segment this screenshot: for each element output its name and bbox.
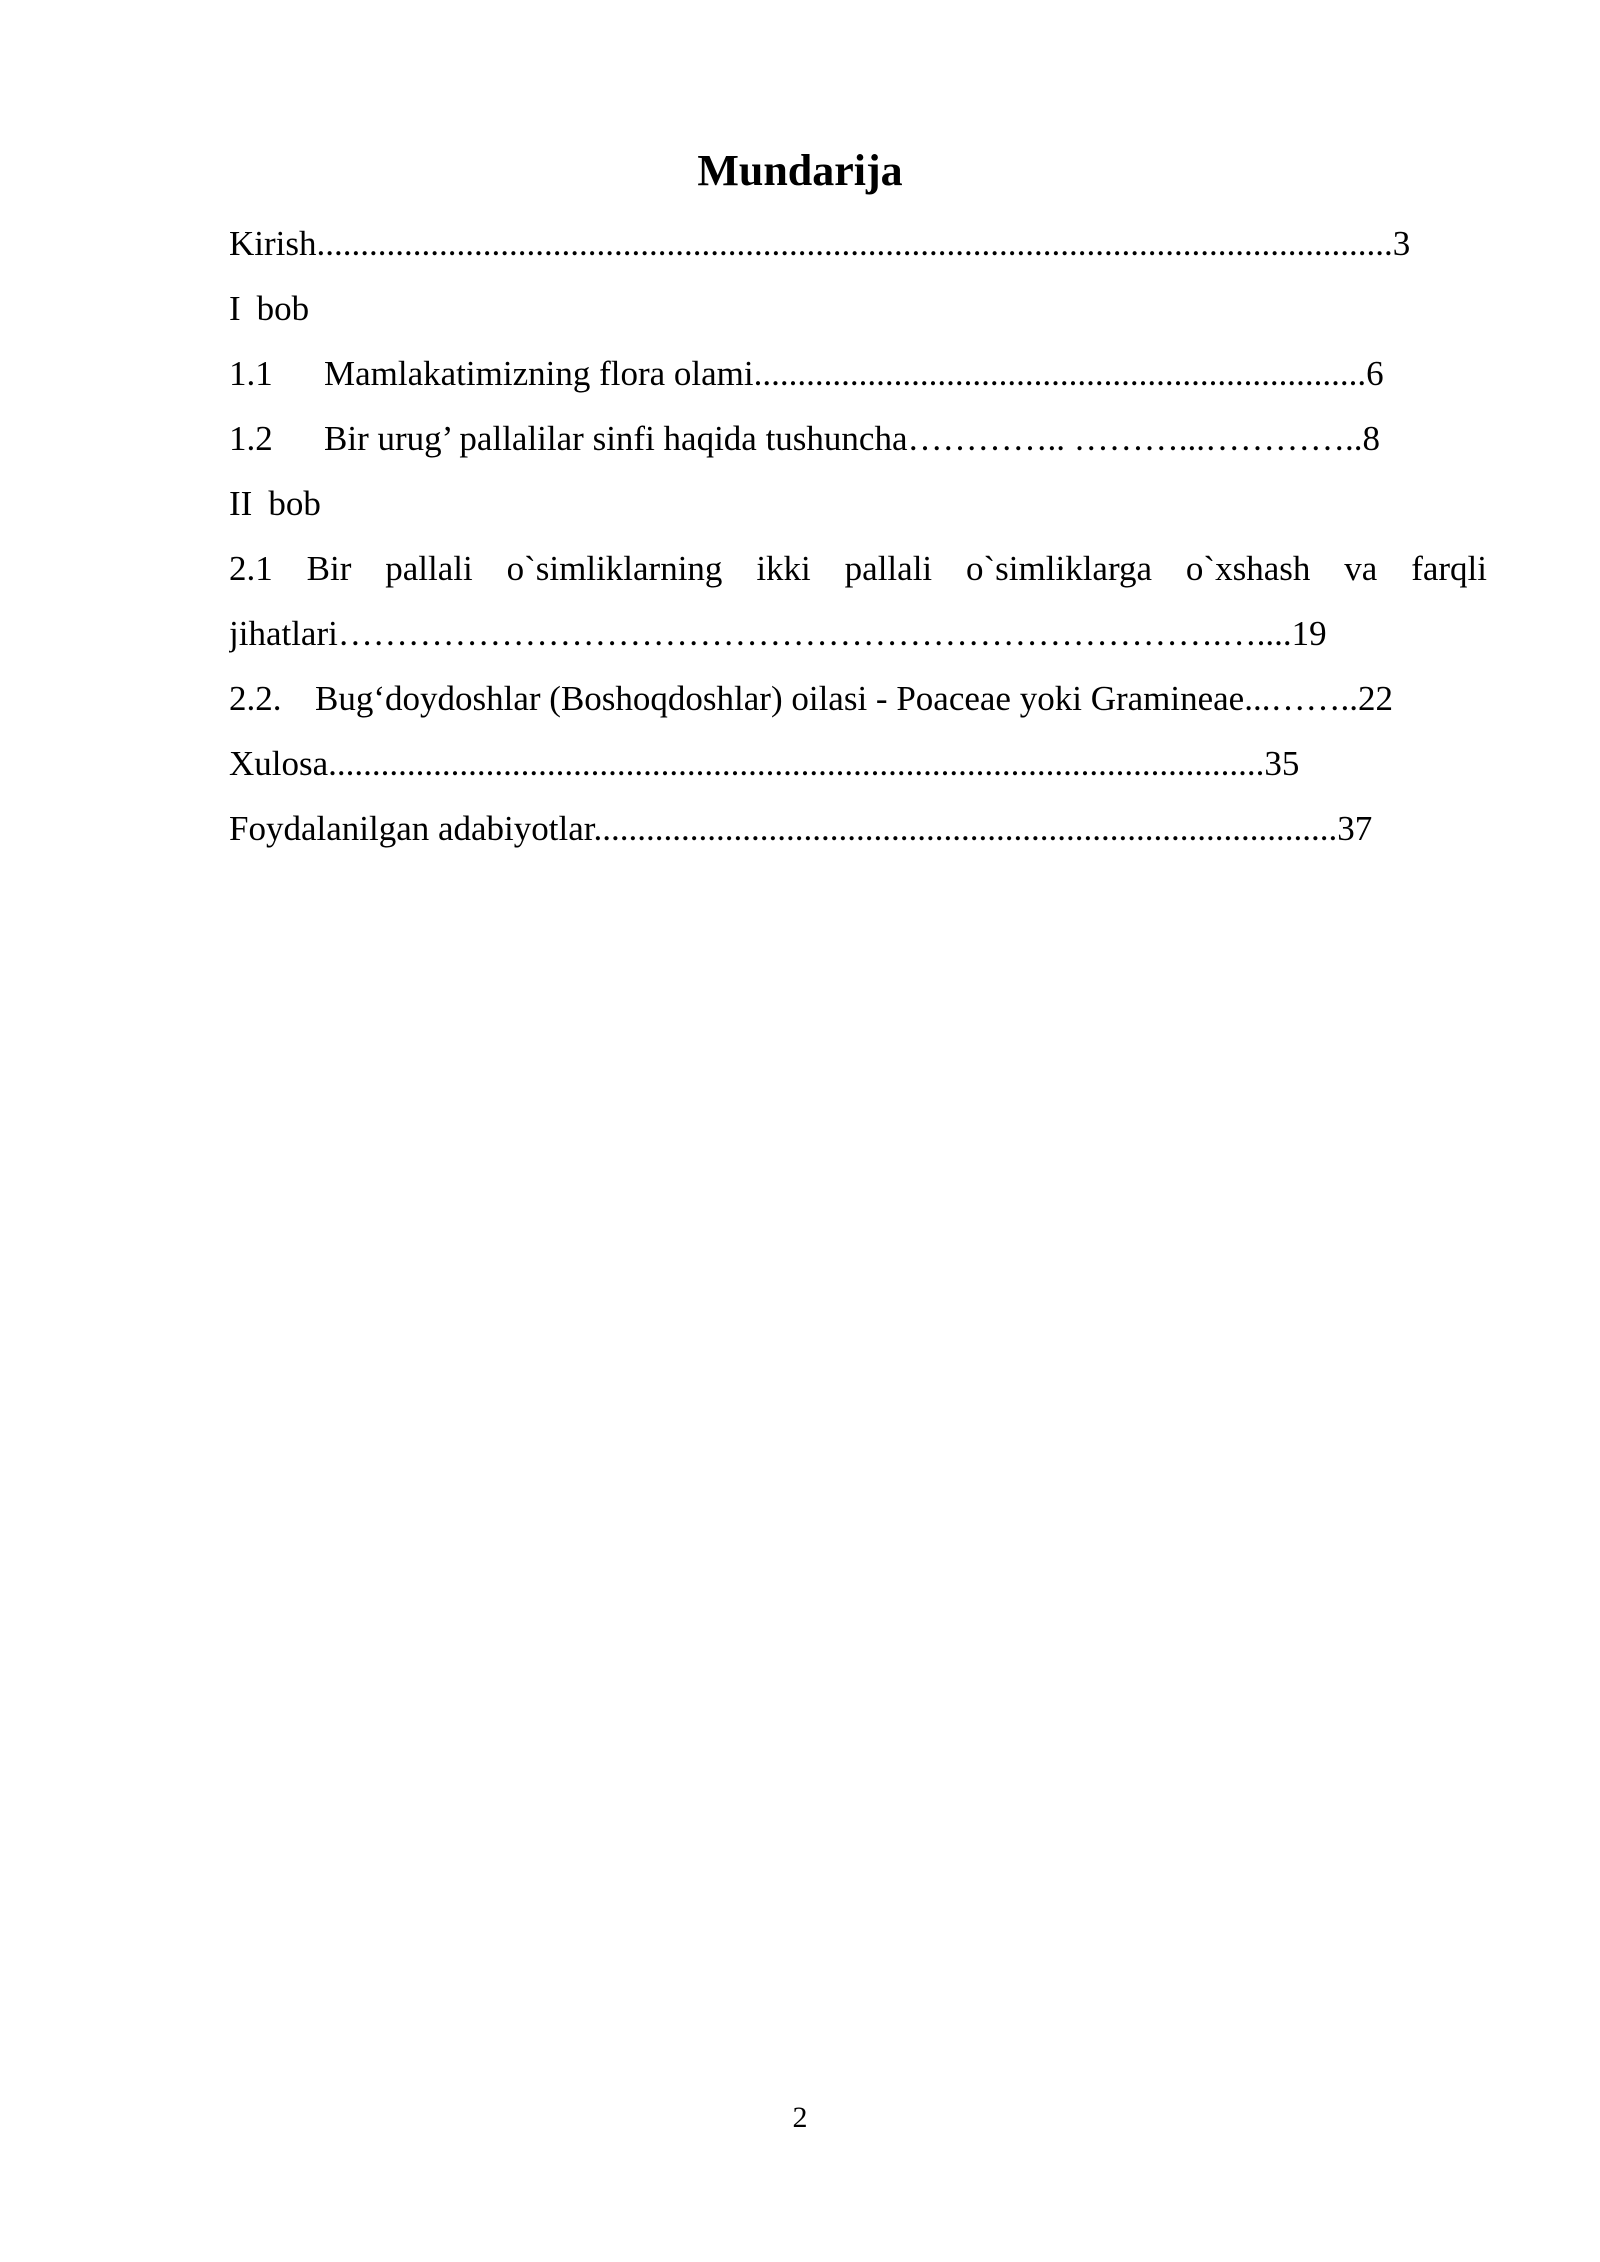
toc-entry-text: Kirish...........................................................................................................................3 (229, 224, 1411, 263)
toc-entry-2-2 (229, 666, 1487, 731)
toc-chapter-label: bob (256, 289, 310, 328)
toc-chapter-number: I (229, 289, 241, 328)
toc-entry-word: pallali (385, 549, 473, 588)
toc-entry-word: farqli (1411, 549, 1487, 588)
toc-entry-word: pallali (844, 549, 933, 588)
toc-entry-word: o`xshash (1185, 549, 1311, 588)
page-title: Mundarija (697, 146, 903, 195)
toc-entry-references (229, 796, 1487, 861)
toc-entry-text: Bir urug’ pallalilar sinfi haqida tushuncha………….. ………...…………..8 (324, 419, 1380, 458)
toc-entry-number: 1.2 (229, 419, 273, 458)
toc-entry-introduction (229, 211, 1487, 276)
toc-entry-text: jihatlari………………………………………………………………….…....19 (229, 614, 1327, 653)
toc-entry-word: o`simliklarning (506, 549, 723, 588)
toc-entry-2-1-continued (229, 601, 1487, 666)
toc-entry-word: va (1344, 549, 1378, 588)
toc-entry-2-1 (229, 536, 1487, 601)
toc-chapter-2-heading (229, 471, 1487, 536)
toc-entry-number: 1.1 (229, 354, 273, 393)
toc-entry-number: 2.1 (229, 549, 273, 588)
toc-chapter-label: bob (268, 484, 321, 523)
toc-entry-word: o`simliklarga (966, 549, 1153, 588)
toc-entry-1-2 (229, 406, 1487, 471)
toc-entry-text: Foydalanilgan adabiyotlar.....................................................................................37 (229, 809, 1373, 848)
toc-entry-word: Bir (306, 549, 352, 588)
toc-entry-word: ikki (756, 549, 811, 588)
toc-entry-1-1 (229, 341, 1487, 406)
table-of-contents (229, 211, 1487, 861)
toc-entry-text: Bug‘doydoshlar (Boshoqdoshlar) oilasi - Poaceae yoki Gramineae...……..22 (315, 679, 1393, 718)
toc-chapter-number: II (229, 484, 253, 523)
toc-chapter-1-heading (229, 276, 1487, 341)
toc-entry-text: Mamlakatimizning flora olami......................................................................6 (324, 354, 1384, 393)
toc-entry-conclusion (229, 731, 1487, 796)
page-number: 2 (792, 2101, 808, 2134)
toc-entry-number: 2.2. (229, 679, 282, 718)
toc-entry-text: Xulosa...........................................................................................................35 (229, 744, 1300, 783)
